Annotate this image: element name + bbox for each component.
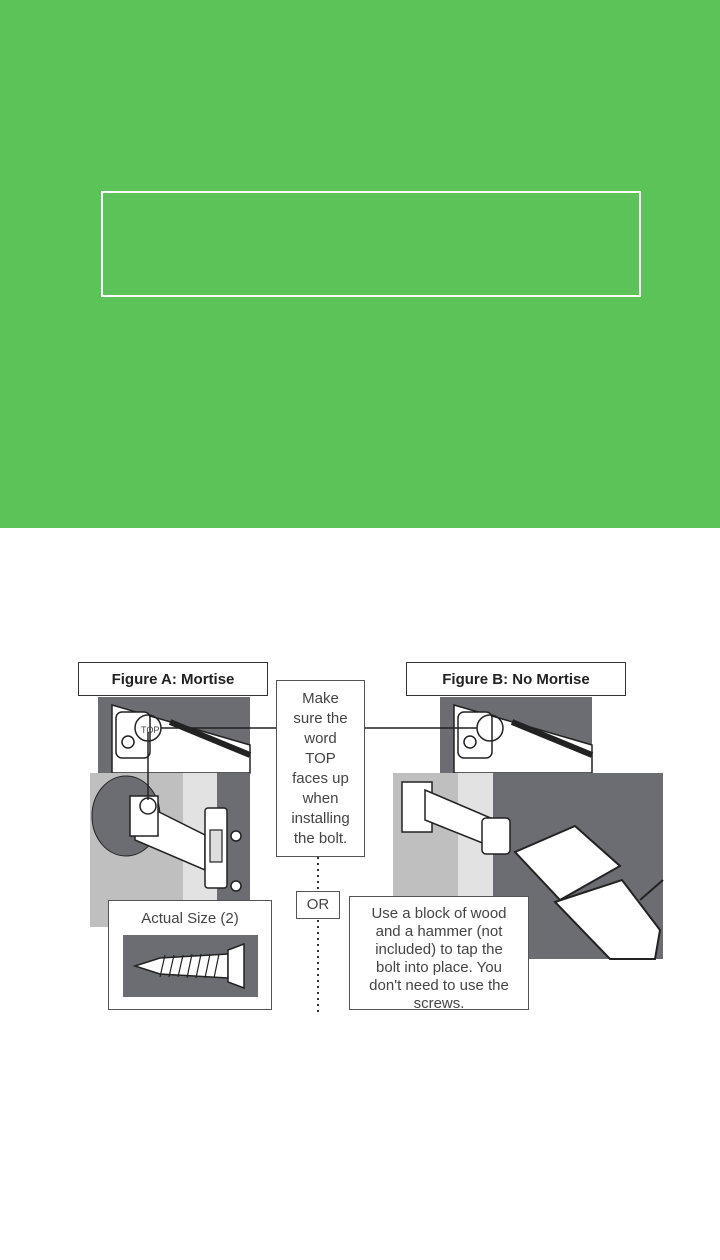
actual-size-callout <box>108 900 272 1010</box>
top-note-line: the bolt. <box>293 830 348 847</box>
hammer-note-line: screws. <box>413 995 465 1012</box>
screw-head-icon <box>231 831 241 841</box>
top-note-line: when <box>302 790 339 807</box>
top-note-callout <box>276 680 365 857</box>
top-note-line: sure the <box>293 710 348 727</box>
figure-b-label: Figure B: No Mortise <box>406 662 626 696</box>
screw-head-icon <box>231 881 241 891</box>
or-label: OR <box>296 891 340 919</box>
actual-size-label: Actual Size (2) <box>141 910 239 927</box>
hammer-note-line: don't need to use the <box>369 977 509 994</box>
top-note-line: TOP <box>305 750 336 767</box>
top-note-line: word <box>304 730 337 747</box>
figure-a-top-mark: TOP <box>141 725 160 735</box>
hammer-note-callout <box>349 896 529 1010</box>
hammer-note-line: and a hammer (not <box>375 923 503 940</box>
hammer-note-line: included) to tap the <box>375 941 503 958</box>
top-note-line: Make <box>302 690 339 707</box>
hammer-note-line: bolt into place. You <box>376 959 502 976</box>
figure-a-label: Figure A: Mortise <box>78 662 268 696</box>
top-note-line: installing <box>291 810 350 827</box>
figure-a-illustration <box>90 697 250 927</box>
hammer-note-line: Use a block of wood <box>371 905 507 922</box>
top-note-line: faces up <box>292 770 349 787</box>
